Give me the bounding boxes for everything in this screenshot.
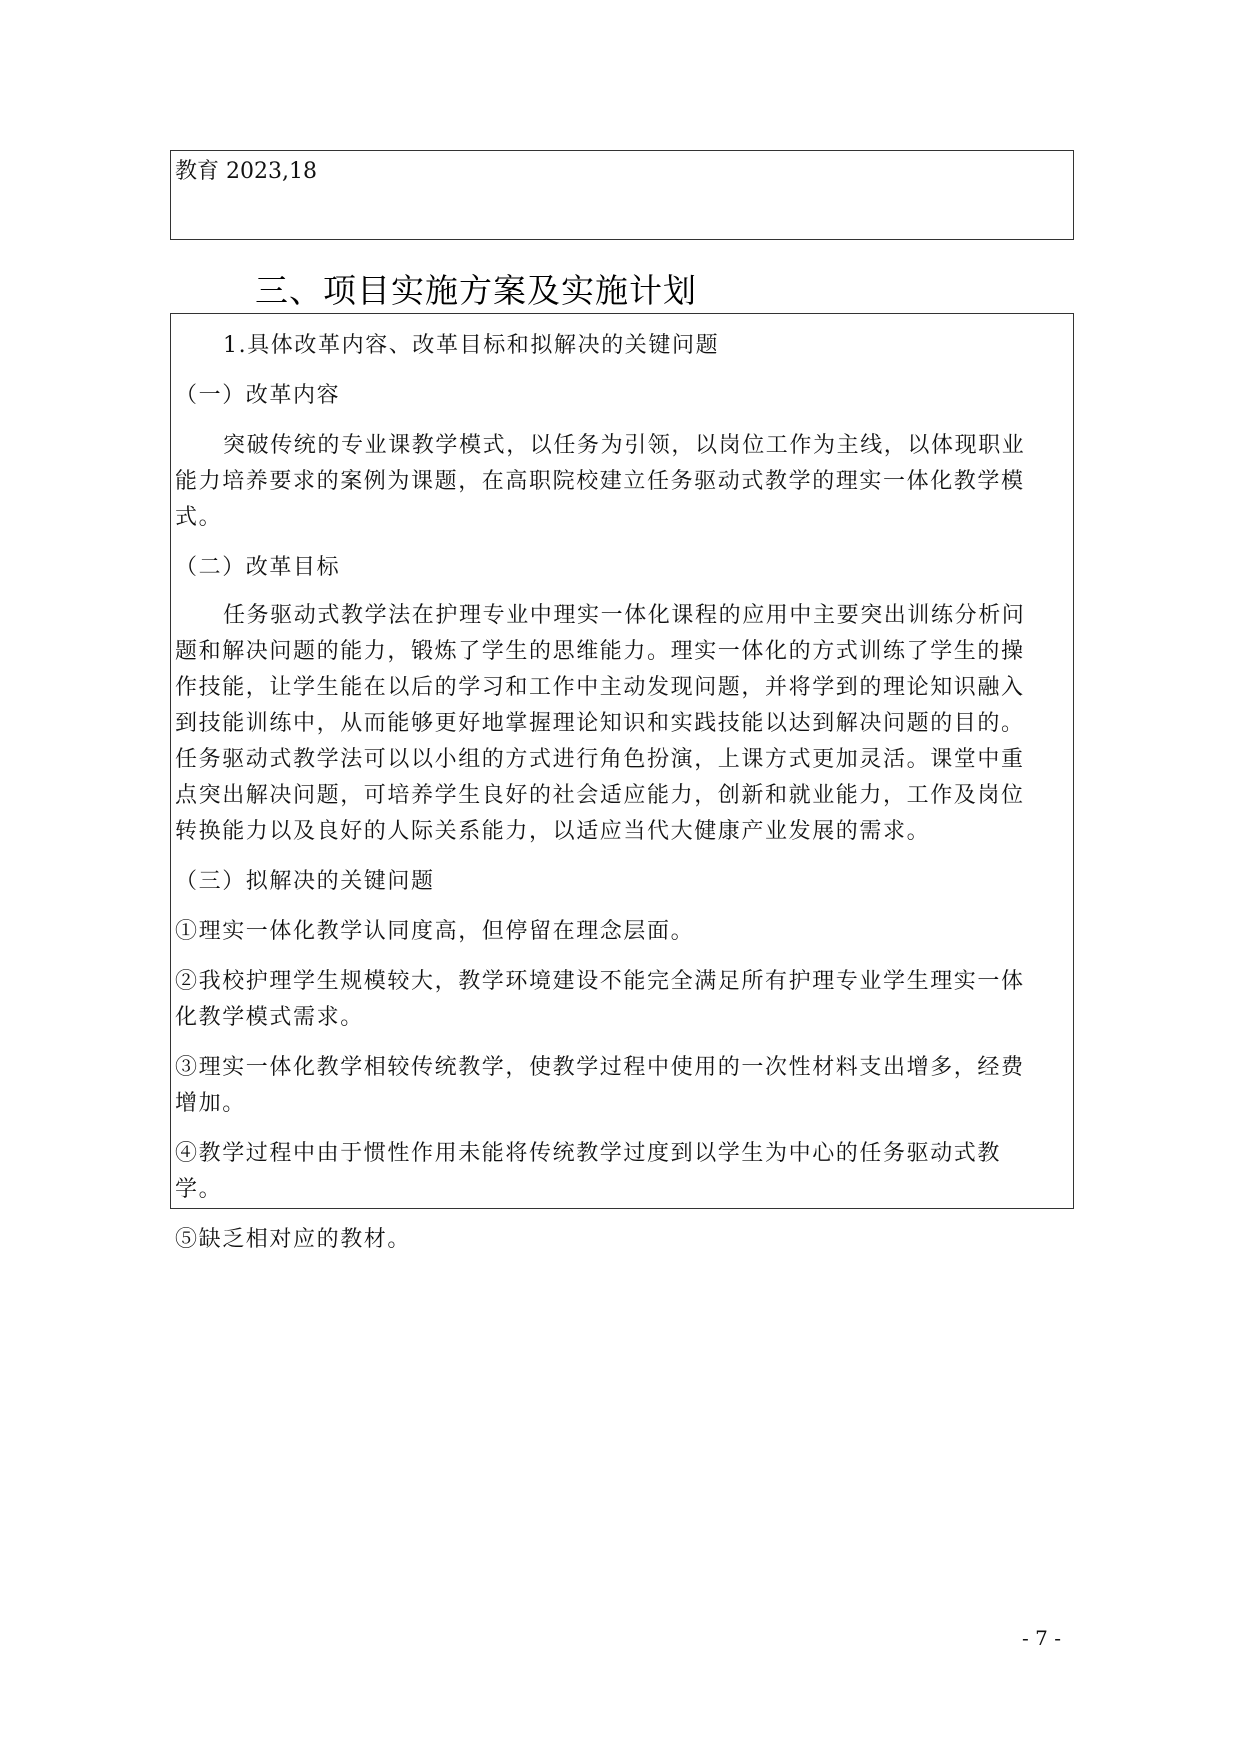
sub1-title: （一）改革内容 xyxy=(175,383,341,408)
sub2-title: （二）改革目标 xyxy=(175,555,341,580)
problem-4-line-1: ④教学过程中由于惯性作用未能将传统教学过度到以学生为中心的任务驱动式教 xyxy=(175,1141,1002,1166)
problem-4-line-2: 学。 xyxy=(175,1177,223,1202)
main-table-cell xyxy=(170,313,1074,1252)
sub2-body-line-7: 转换能力以及良好的人际关系能力，以适应当代大健康产业发展的需求。 xyxy=(175,819,931,844)
page-number: - 7 - xyxy=(1022,1626,1061,1650)
sub3-title: （三）拟解决的关键问题 xyxy=(175,869,435,894)
problem-2-line-1: ②我校护理学生规模较大，教学环境建设不能完全满足所有护理专业学生理实一体 xyxy=(175,969,1025,994)
sub1-body-line-2: 能力培养要求的案例为课题，在高职院校建立任务驱动式教学的理实一体化教学模 xyxy=(175,469,1025,494)
problem-1-line-1: ①理实一体化教学认同度高，但停留在理念层面。 xyxy=(175,919,695,944)
sub2-body-line-5: 任务驱动式教学法可以以小组的方式进行角色扮演，上课方式更加灵活。课堂中重 xyxy=(175,747,1025,772)
sub2-body-line-3: 作技能，让学生能在以后的学习和工作中主动发现问题，并将学到的理论知识融入 xyxy=(175,675,1025,700)
sub2-body-line-6: 点突出解决问题，可培养学生良好的社会适应能力，创新和就业能力，工作及岗位 xyxy=(175,783,1025,808)
sub2-body-line-4: 到技能训练中，从而能够更好地掌握理论知识和实践技能以达到解决问题的目的。 xyxy=(175,711,1025,736)
sub1-body-line-3: 式。 xyxy=(175,505,223,530)
top-table-cell xyxy=(170,150,1074,240)
problem-2-line-2: 化教学模式需求。 xyxy=(175,1005,364,1030)
problem-3-line-1: ③理实一体化教学相较传统教学，使教学过程中使用的一次性材料支出增多，经费 xyxy=(175,1055,1025,1080)
sub1-body-line-1: 突破传统的专业课教学模式，以任务为引领，以岗位工作为主线，以体现职业 xyxy=(223,433,1026,458)
item1-title: 1.具体改革内容、改革目标和拟解决的关键问题 xyxy=(223,333,720,358)
section-heading: 三、项目实施方案及实施计划 xyxy=(255,271,697,310)
top-cell-text: 教育 2023,18 xyxy=(175,159,317,184)
sub2-body-line-1: 任务驱动式教学法在护理专业中理实一体化课程的应用中主要突出训练分析问 xyxy=(223,603,1026,628)
sub2-body-line-2: 题和解决问题的能力，锻炼了学生的思维能力。理实一体化的方式训练了学生的操 xyxy=(175,639,1025,664)
problem-3-line-2: 增加。 xyxy=(175,1091,246,1116)
problem-5-line-1: ⑤缺乏相对应的教材。 xyxy=(175,1227,412,1252)
